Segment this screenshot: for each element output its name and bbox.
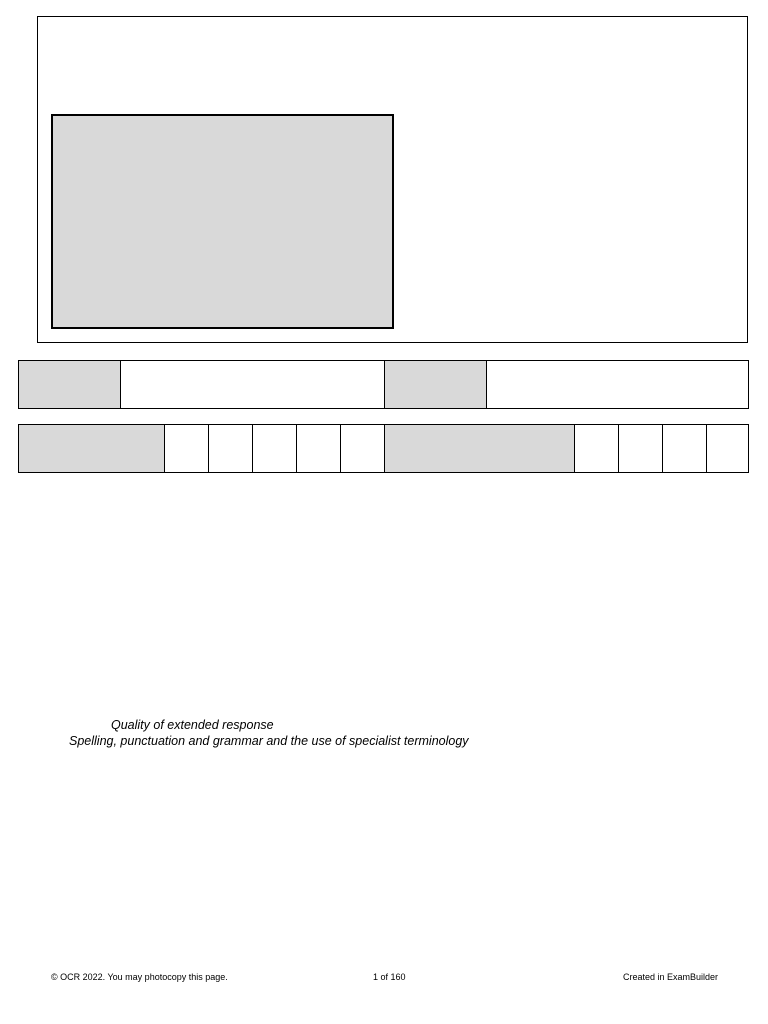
centre-number-digit-box[interactable] (165, 425, 209, 472)
name-label-cell (19, 361, 121, 408)
name-field[interactable] (121, 361, 385, 408)
copyright-notice: © OCR 2022. You may photocopy this page. (51, 972, 228, 982)
centre-number-digit-box[interactable] (297, 425, 341, 472)
candidate-number-digit-box[interactable] (619, 425, 663, 472)
candidate-number-label-cell (385, 425, 575, 472)
candidate-number-digit-box[interactable] (663, 425, 707, 472)
second-label-cell (385, 361, 487, 408)
candidate-number-row (18, 424, 749, 473)
centre-number-digit-box[interactable] (341, 425, 385, 472)
centre-number-digit-box[interactable] (253, 425, 297, 472)
created-in-label: Created in ExamBuilder (623, 972, 719, 982)
candidate-name-row (18, 360, 749, 409)
centre-number-label-cell (19, 425, 165, 472)
quality-extended-response-heading: Quality of extended response (111, 718, 274, 732)
candidate-number-digit-box[interactable] (575, 425, 619, 472)
page-number: 1 of 160 (373, 972, 406, 982)
candidate-number-digit-box[interactable] (707, 425, 748, 472)
logo-placeholder-panel (51, 114, 394, 329)
centre-number-digit-box[interactable] (209, 425, 253, 472)
second-field[interactable] (487, 361, 748, 408)
spag-note: Spelling, punctuation and grammar and the use of specialist terminology (69, 734, 469, 748)
